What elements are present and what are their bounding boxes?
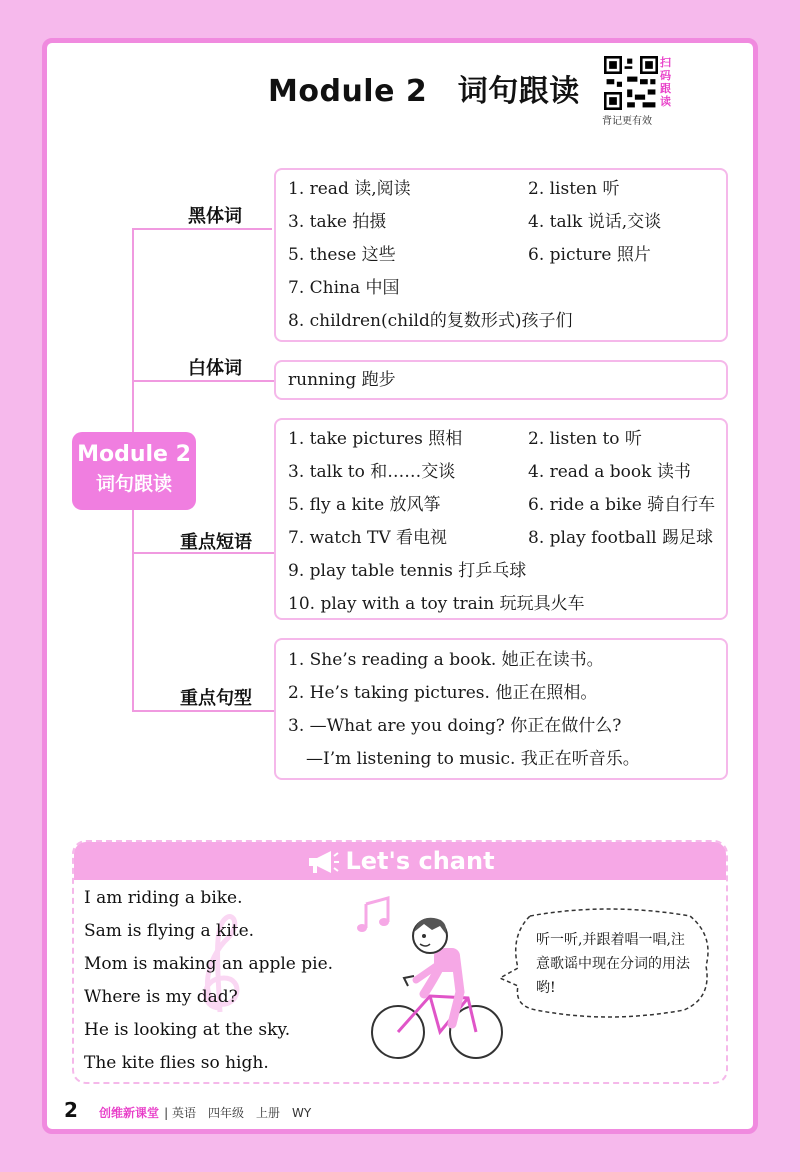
phrase-item: 7. watch TV 看电视 (288, 528, 448, 548)
speech-bubble-text: 听一听,并跟着唱一唱,注意歌谣中现在分词的用法哟! (536, 932, 690, 996)
page-title: Module 2 词句跟读 (268, 74, 580, 109)
word-item: 2. listen 听 (528, 179, 620, 199)
phrase-item: 9. play table tennis 打乒乓球 (288, 561, 527, 581)
chant-line: He is looking at the sky. (84, 1020, 291, 1040)
label-bold-words: 黑体词 (188, 206, 242, 227)
phrase-item: 3. talk to 和……交谈 (288, 462, 456, 482)
footer-brand: 创维新课堂 (99, 1106, 160, 1120)
qr-side-text: 扫 码 跟 读 (660, 56, 671, 108)
word-item: 6. picture 照片 (528, 245, 651, 265)
white-words-box (274, 360, 728, 400)
qr-caption: 背记更有效 (602, 116, 652, 127)
qr-code-icon (604, 56, 658, 110)
phrase-item: 5. fly a kite 放风筝 (288, 495, 441, 515)
label-white-words: 白体词 (188, 358, 242, 379)
word-item: 7. China 中国 (288, 278, 400, 298)
phrase-item: 10. play with a toy train 玩玩具火车 (288, 594, 585, 614)
tree-branch-sentences (132, 710, 274, 712)
chant-line: Sam is flying a kite. (84, 921, 255, 941)
word-item: 4. talk 说话,交谈 (528, 212, 662, 232)
sentence-item: 3. —What are you doing? 你正在做什么? (288, 716, 622, 736)
footer-info: | 英语 四年级 上册 WY (164, 1106, 312, 1120)
chant-line: I am riding a bike. (84, 888, 243, 908)
chant-header (74, 842, 726, 880)
phrase-item: 1. take pictures 照相 (288, 429, 463, 449)
word-item: 1. read 读,阅读 (288, 179, 411, 199)
word-item: 5. these 这些 (288, 245, 396, 265)
tree-curve-top (132, 228, 272, 230)
chant-title: Let's chant (345, 847, 495, 875)
phrase-item: 2. listen to 听 (528, 429, 642, 449)
sentences-box (274, 638, 728, 780)
megaphone-icon (305, 849, 339, 875)
sentence-item: 1. She’s reading a book. 她正在读书。 (288, 650, 604, 670)
center-node-subtitle: 词句跟读 (95, 473, 172, 495)
page-footer (64, 1098, 311, 1122)
chant-line: The kite flies so high. (84, 1053, 269, 1073)
center-node (72, 432, 196, 510)
label-phrases: 重点短语 (180, 532, 252, 553)
word-item: 3. take 拍摄 (288, 212, 387, 232)
phrases-box (274, 418, 728, 620)
phrase-item: 6. ride a bike 骑自行车 (528, 495, 716, 515)
page-number: 2 (64, 1098, 78, 1122)
label-sentences: 重点句型 (180, 688, 252, 709)
boy-riding-bike-illustration (368, 914, 508, 1064)
chant-line: Where is my dad? (84, 987, 238, 1007)
chant-line: Mom is making an apple pie. (84, 954, 334, 974)
sentence-item: —I’m listening to music. 我正在听音乐。 (306, 749, 640, 769)
bold-words-box (274, 168, 728, 342)
phrase-item: 4. read a book 读书 (528, 462, 691, 482)
tree-branch-white (132, 380, 274, 382)
sentence-item: 2. He’s taking pictures. 他正在照相。 (288, 683, 598, 703)
word-item: running 跑步 (288, 370, 396, 390)
center-node-title: Module 2 (77, 442, 191, 467)
word-item: 8. children(child的复数形式)孩子们 (288, 311, 573, 331)
phrase-item: 8. play football 踢足球 (528, 528, 713, 548)
